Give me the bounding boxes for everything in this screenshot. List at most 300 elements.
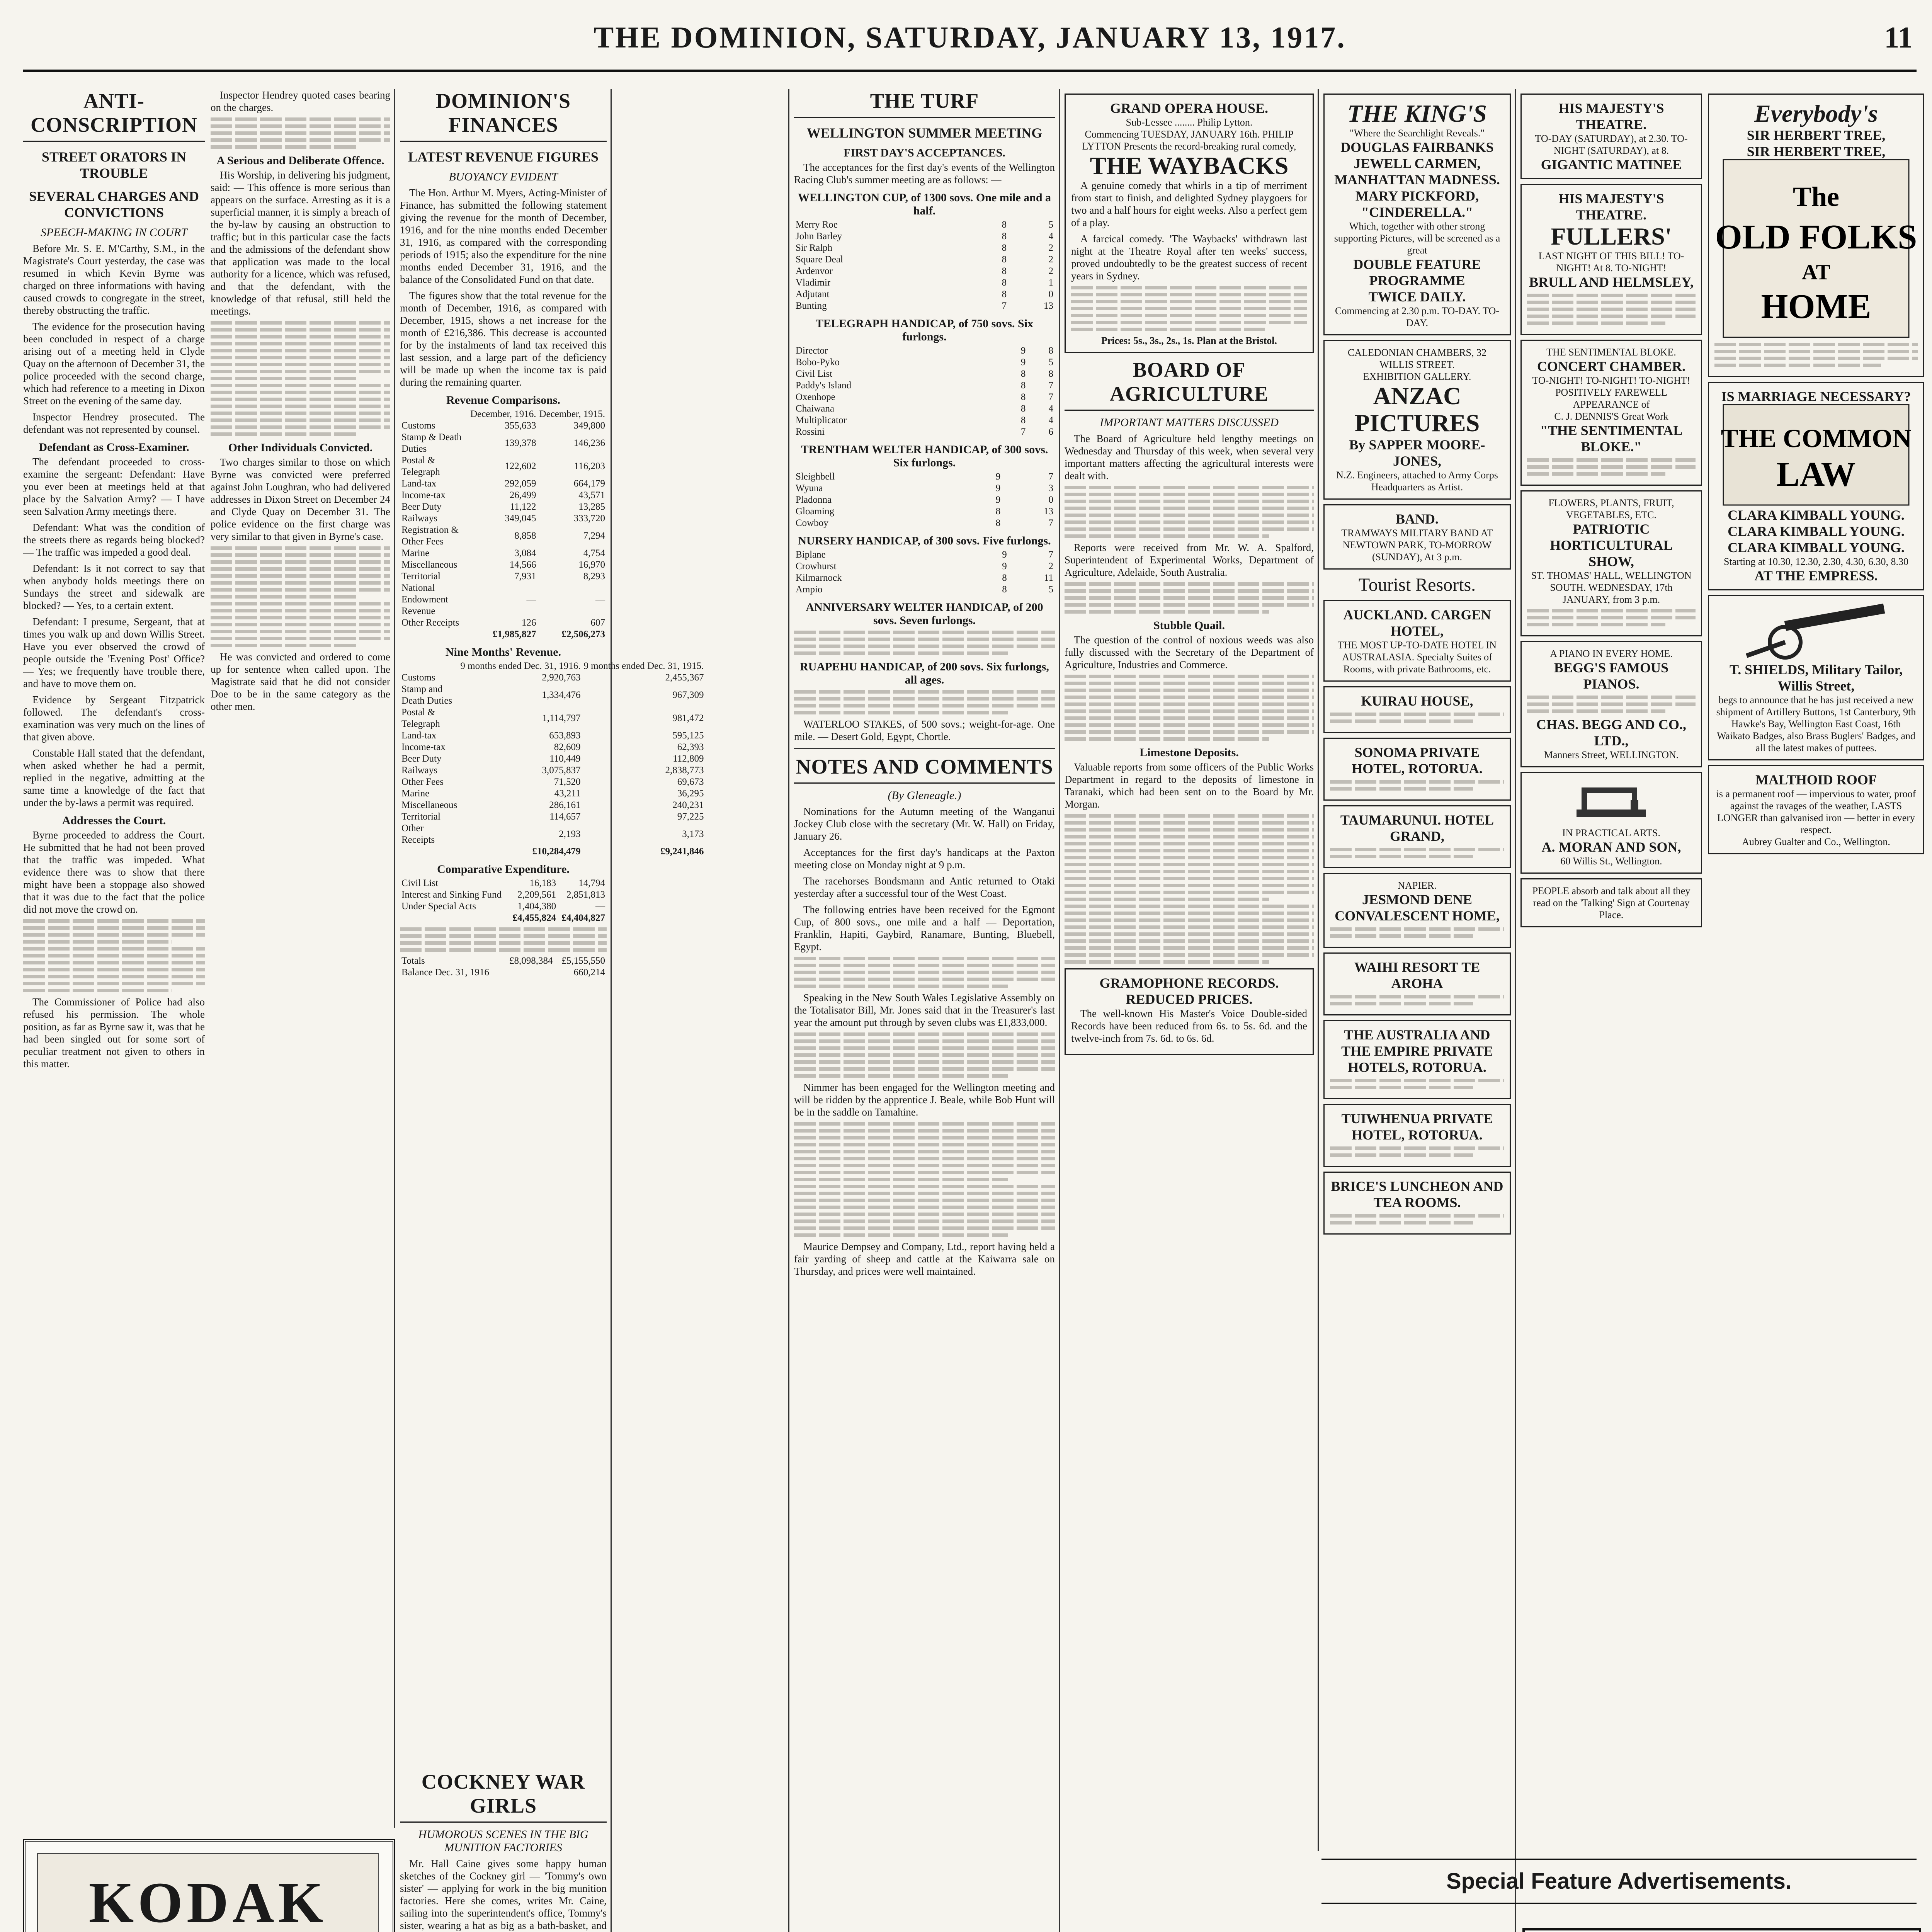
table-cell: 9 xyxy=(995,471,1001,482)
advert-title: BRICE'S LUNCHEON AND TEA ROOMS. xyxy=(1331,1179,1503,1210)
table-row xyxy=(400,548,607,559)
table-row xyxy=(400,455,607,478)
advert-title: T. SHIELDS, Military Tailor, Willis Street, xyxy=(1729,662,1903,694)
race-table xyxy=(794,345,1055,438)
table-row xyxy=(794,231,1055,242)
article-paragraph: Valuable reports from some officers of the Public Works Department in regard to the deposits of limestone in Taranaki, which had been sent on to the Board by Mr. Morgan. xyxy=(1065,761,1314,810)
table-cell: National Endowment Revenue xyxy=(401,583,448,616)
advert-title: CONCERT CHAMBER. xyxy=(1537,359,1686,374)
table-cell: 8,293 xyxy=(583,571,605,582)
advert-text: A genuine comedy that whirls in a tip of merriment from start to finish, and delighted Sydney playgoers for two and a half hours for eight weeks. Also a perfect gem of a play. xyxy=(1071,180,1307,228)
table-cell: Crowhurst xyxy=(796,561,837,571)
table-cell: Oxenhope xyxy=(796,392,835,402)
table-cell: Pladonna xyxy=(796,495,832,505)
article-paragraph: Acceptances for the first day's handicaps at the Paxton meeting close on Monday night at 9 p.m. xyxy=(794,847,1055,871)
table-cell: 607 xyxy=(590,617,605,628)
table-cell: Sir Ralph xyxy=(796,243,833,253)
australia-empire-hotels-advert xyxy=(1323,1020,1511,1099)
article-paragraph: Evidence by Sergeant Fitzpatrick followed. The defendant's cross-examination was very much on the lines of that given above. xyxy=(23,694,205,743)
table-cell: 110,449 xyxy=(549,753,581,764)
table-cell: 1,334,476 xyxy=(542,690,581,700)
table-cell: 5 xyxy=(1048,219,1053,230)
article-paragraph: Defendant: I presume, Sergeant, that at times you walk up and down Willis Street. Have you ever observed the crowd of people outside the 'Evening Post' Office? — Yes; we frequently have trouble there, and have to move them on. xyxy=(23,616,205,689)
article-paragraph: The acceptances for the first day's events of the Wellington Racing Club's summer meeting are as follows: — xyxy=(794,162,1055,185)
advert-text: "Where the Searchlight Reveals." xyxy=(1350,128,1485,139)
table-row xyxy=(400,571,607,582)
table-cell: 2,838,773 xyxy=(665,765,704,776)
table-cell: 8 xyxy=(1002,219,1007,230)
article-paragraph: The Board of Agriculture held lengthy meetings on Wednesday and Thursday of this week, when several very important matters affecting the agricultural interests were dealt with. xyxy=(1065,433,1314,481)
race-title: NURSERY HANDICAP, of 300 sovs. Five furlongs. xyxy=(798,534,1051,547)
race-title: TELEGRAPH HANDICAP, of 750 sovs. Six furlongs. xyxy=(815,317,1034,343)
advert-title: BAND. xyxy=(1395,511,1439,527)
table-cell: 82,609 xyxy=(554,742,581,752)
table-row xyxy=(794,403,1055,415)
nine-months-table xyxy=(400,660,706,857)
gramophone-advert xyxy=(1065,968,1314,1055)
table-cell: Bobo-Pyko xyxy=(796,357,840,367)
table-cell: Other Receipts xyxy=(401,617,459,628)
article-crosshead: Stubble Quail. xyxy=(1153,619,1225,632)
article-heading: ANTI-CONSCRIPTION xyxy=(23,89,205,142)
article-subheading: BUOYANCY EVIDENT xyxy=(449,170,558,183)
table-row xyxy=(794,357,1055,368)
advert-star: MARY PICKFORD, xyxy=(1355,188,1479,204)
table-cell: Stamp & Death Duties xyxy=(401,432,462,454)
table-cell: 2 xyxy=(1048,243,1053,253)
finances-article xyxy=(400,89,704,1851)
table-cell: 8 xyxy=(1020,380,1026,391)
table-cell: Other Receipts xyxy=(401,823,435,845)
article-crosshead: FIRST DAY'S ACCEPTANCES. xyxy=(844,146,1005,159)
race-title: TRENTHAM WELTER HANDICAP, of 300 sovs. Six furlongs. xyxy=(801,443,1048,469)
table-row xyxy=(400,765,706,776)
common-law-advert xyxy=(1708,382,1924,590)
table-cell: 122,602 xyxy=(505,461,536,471)
race-table xyxy=(794,219,1055,312)
table-row xyxy=(794,584,1055,595)
table-cell: Interest and Sinking Fund xyxy=(401,889,502,900)
table-cell: Land-tax xyxy=(401,478,437,489)
article-paragraph: Two charges similar to those on which Byrne was convicted were preferred against John Loughran, who had delivered addresses in Dixon Street on December 24 and Clyde Quay on December 31. The police evidence on the first charge was very similar to that given in Byrne's case. xyxy=(211,456,390,542)
table-cell: Railways xyxy=(401,513,438,524)
table-cell: 8 xyxy=(1002,254,1007,265)
table-cell: 6 xyxy=(1048,427,1053,437)
advert-text: Which, together with other strong supporting Pictures, will be screened as a great xyxy=(1334,221,1500,256)
advert-text: The well-known His Master's Voice Double-sided Records have been reduced from 6s. to 5s. 6d. and the twelve-inch from 7s. 6d. to 6s. 6d. xyxy=(1071,1008,1307,1044)
advert-text: TO-DAY (SATURDAY), at 2.30. TO-NIGHT (SATURDAY), at 8. xyxy=(1535,133,1688,156)
kodak-illustration xyxy=(37,1853,379,1932)
table-cell: Biplane xyxy=(796,549,826,560)
advert-film: "CINDERELLA." xyxy=(1361,204,1473,220)
table-cell: Multiplicator xyxy=(796,415,847,425)
table-cell: Territorial xyxy=(401,571,440,582)
table-total-row xyxy=(400,629,607,640)
table-header: 9 months ended Dec. 31, 1916. xyxy=(460,661,581,671)
table-cell: 43,571 xyxy=(578,490,605,500)
table-cell: 126 xyxy=(522,617,536,628)
table-cell: 2 xyxy=(1048,561,1053,571)
table-row xyxy=(794,391,1055,403)
article-paragraph: Speaking in the New South Wales Legislative Assembly on the Totalisator Bill, Mr. Jones said that in the Treasurer's last year the amount put through by seven clubs was £1,833,000. xyxy=(794,992,1055,1028)
table-cell: Director xyxy=(796,345,828,356)
advert-text: 60 Willis St., Wellington. xyxy=(1560,855,1662,867)
svg-text:HOME: HOME xyxy=(1761,287,1871,326)
advert-text: TO-NIGHT! TO-NIGHT! TO-NIGHT! xyxy=(1532,375,1690,386)
article-paragraph: Defendant: Is it not correct to say that when anybody holds meetings there on Sundays the street and sidewalk are blocked? — Yes, to a certain extent. xyxy=(23,563,205,611)
table-cell: 114,657 xyxy=(549,811,581,822)
table-row xyxy=(400,799,706,811)
article-paragraph: The Hon. Arthur M. Myers, Acting-Minister of Finance, has submitted the following statement giving the revenue for the month of December, 1916, and for the nine months ended December 31, 1916, as compared with the corresponding periods of 1915; also the expenditure for the nine months ended December 31, 1916, and the balance of the Consolidated Fund on that date. xyxy=(400,187,607,285)
advert-text: A farcical comedy. 'The Waybacks' withdrawn last night at the Theatre Royal after ten weeks' success, proved undoubtedly to be the greatest success of recent years in Sydney. xyxy=(1071,233,1307,282)
table-cell: 8 xyxy=(1020,392,1026,402)
table-row xyxy=(794,254,1055,265)
table-row xyxy=(794,219,1055,231)
table-row xyxy=(794,368,1055,380)
table-cell: 8 xyxy=(1002,243,1007,253)
table-cell: 4 xyxy=(1048,231,1053,242)
advert-text: CALEDONIAN CHAMBERS, 32 WILLIS STREET. xyxy=(1348,347,1486,370)
table-cell: Beer Duty xyxy=(401,502,442,512)
table-row xyxy=(794,415,1055,426)
table-cell: 139,378 xyxy=(505,438,536,448)
advert-text: By SAPPER MOORE-JONES, xyxy=(1349,437,1485,469)
advert-text: ST. THOMAS' HALL, WELLINGTON SOUTH. WEDNESDAY, 17th JANUARY, from 3 p.m. xyxy=(1531,570,1692,605)
article-byline: (By Gleneagle.) xyxy=(888,789,961,802)
expenditure-table xyxy=(400,878,607,924)
table-row xyxy=(794,483,1055,494)
table-cell: 8 xyxy=(995,518,1001,528)
article-paragraph: The evidence for the prosecution having been concluded in respect of a charge arising out of a meeting held in Clyde Quay on the afternoon of December 31, the police proceeded with the second charge, which had reference to a meeting in Dixon Street on the evening of the same day. xyxy=(23,321,205,406)
table-cell: 3,075,837 xyxy=(542,765,581,776)
advert-text: A PIANO IN EVERY HOME. xyxy=(1550,648,1673,659)
table-cell: Marine xyxy=(401,548,430,558)
table-row xyxy=(794,561,1055,572)
article-heading: DOMINION'S FINANCES xyxy=(400,89,607,142)
table-cell: 8 xyxy=(1002,289,1007,299)
his-majestys-advert xyxy=(1520,94,1702,179)
advert-title: HIS MAJESTY'S THEATRE. xyxy=(1558,100,1664,132)
advert-title: Everybody's xyxy=(1754,100,1878,127)
table-cell: 9 xyxy=(1020,357,1026,367)
column-rule xyxy=(788,89,789,1932)
advert-star: CLARA KIMBALL YOUNG. xyxy=(1728,524,1905,539)
special-feature-banner: Special Feature Advertisements. xyxy=(1321,1859,1917,1904)
table-cell: 9 xyxy=(1002,561,1007,571)
advert-text: begs to announce that he has just received a new shipment of Artillery Buttons, 1st Canterbury, 9th Hawke's Bay, Wellington East Coast, 16th Waikato Badges, also Brass Buglers' Badges, and all the latest makes of puttees. xyxy=(1716,694,1916,753)
talking-sign-advert xyxy=(1520,878,1702,927)
child-with-camera-illustration xyxy=(38,1854,378,1932)
table-cell: 2,455,367 xyxy=(665,672,704,683)
table-cell: 2,920,763 xyxy=(542,672,581,683)
advert-text: Commencing TUESDAY, JANUARY 16th. PHILIP LYTTON Presents the record-breaking rural comedy, xyxy=(1082,129,1296,152)
svg-text:AT: AT xyxy=(1802,260,1830,284)
table-row xyxy=(400,742,706,753)
cargen-hotel-advert xyxy=(1323,600,1511,682)
table-row xyxy=(400,513,607,524)
turf-article xyxy=(794,89,1055,1932)
race-title: WELLINGTON CUP, of 1300 sovs. One mile and a half. xyxy=(798,191,1051,217)
table-cell: 5 xyxy=(1048,357,1053,367)
advert-title: SONOMA PRIVATE HOTEL, ROTORUA. xyxy=(1352,745,1483,776)
column-rule xyxy=(1318,89,1319,1851)
advert-title: JESMOND DENE CONVALESCENT HOME, xyxy=(1335,892,1500,923)
advert-text: Sub-Lessee ........ Philip Lytton. xyxy=(1126,117,1253,128)
table-cell: 240,231 xyxy=(672,800,704,810)
table-cell: Marine xyxy=(401,788,430,799)
article-paragraph: Before Mr. S. E. M'Carthy, S.M., in the Magistrate's Court yesterday, the case was resumed in which Kevin Byrne was charged on three informations with having caused crowds to congregate in the street, thereby obstructing the traffic. xyxy=(23,243,205,316)
table-total-row xyxy=(400,846,706,857)
sonoma-hotel-advert xyxy=(1323,738,1511,801)
advert-title: MALTHOID ROOF xyxy=(1755,772,1877,787)
sewing-machine-icon xyxy=(1569,779,1654,825)
table-cell: 653,893 xyxy=(549,730,581,741)
anzac-pictures-advert xyxy=(1323,340,1511,500)
article-heading: THE TURF xyxy=(794,89,1055,118)
table-row xyxy=(400,730,706,742)
jesmond-dene-advert xyxy=(1323,873,1511,948)
advert-text: Starting at 10.30, 12.30, 2.30, 4.30, 6.30, 8.30 xyxy=(1723,556,1909,567)
advert-star: JEWELL CARMEN, xyxy=(1354,156,1481,171)
table-cell: 349,800 xyxy=(573,420,605,431)
table-cell: 116,203 xyxy=(574,461,605,471)
table-row xyxy=(794,300,1055,312)
table-cell: Cowboy xyxy=(796,518,828,528)
amusements-column-4 xyxy=(1708,89,1924,1851)
table-cell: 7,931 xyxy=(514,571,536,582)
advert-text: TWICE DAILY. xyxy=(1368,289,1466,304)
table-cell: 3,084 xyxy=(514,548,536,558)
table-title: Revenue Comparisons. xyxy=(446,394,560,406)
article-subheading: WELLINGTON SUMMER MEETING xyxy=(806,125,1043,141)
table-title: Comparative Expenditure. xyxy=(437,863,570,876)
table-cell: John Barley xyxy=(796,231,842,242)
table-cell: 2,209,561 xyxy=(517,889,556,900)
old-folks-poster-illustration xyxy=(1715,160,1917,337)
table-cell: 97,225 xyxy=(677,811,704,822)
amusements-column-2 xyxy=(1323,89,1511,1851)
svg-text:LAW: LAW xyxy=(1776,455,1856,493)
table-cell: 62,393 xyxy=(677,742,704,752)
article-subheading: HUMOROUS SCENES IN THE BIG MUNITION FACTORIES xyxy=(418,1828,588,1854)
table-row xyxy=(400,524,607,548)
race-table xyxy=(794,471,1055,529)
advert-text: BRULL AND HELMSLEY, xyxy=(1529,274,1694,290)
brices-luncheon-advert xyxy=(1323,1172,1511,1235)
anti-conscription-article-part1 xyxy=(23,89,205,1820)
table-cell: — xyxy=(595,901,605,912)
table-cell: Income-tax xyxy=(401,490,446,500)
advert-text: LAST NIGHT OF THIS BILL! TO-NIGHT! At 8. TO-NIGHT! xyxy=(1538,250,1684,274)
table-cell: 349,045 xyxy=(505,513,536,524)
revenue-table xyxy=(400,408,607,640)
table-cell: £4,404,827 xyxy=(561,913,605,923)
table-row xyxy=(400,490,607,501)
table-cell: 13 xyxy=(1044,301,1053,311)
table-cell: 3 xyxy=(1048,483,1053,493)
advert-text: THE MOST UP-TO-DATE HOTEL IN AUSTRALASIA. Specialty Suites of Rooms, with private Bathrooms, etc. xyxy=(1337,639,1497,675)
table-cell: £2,506,273 xyxy=(561,629,605,639)
newspaper-title: THE DOMINION, SATURDAY, JANUARY 13, 1917. xyxy=(594,20,1346,54)
table-row xyxy=(400,788,706,799)
article-paragraph: Constable Hall stated that the defendant, when asked whether he had a permit, replied in the negative, admitting at the same time a knowledge of the fact that under the by-laws a permit was required. xyxy=(23,747,205,808)
table-header: December, 1915. xyxy=(539,409,605,419)
svg-text:OLD FOLKS: OLD FOLKS xyxy=(1715,218,1917,256)
table-row xyxy=(794,277,1055,289)
advert-text: THE SENTIMENTAL BLOKE. xyxy=(1546,347,1676,358)
advert-title: FULLERS' xyxy=(1551,223,1672,250)
advert-show-title: THE WAYBACKS xyxy=(1090,152,1289,179)
table-cell: Customs xyxy=(401,672,435,683)
advert-title: BEGG'S FAMOUS PIANOS. xyxy=(1554,660,1669,692)
begg-pianos-advert xyxy=(1520,641,1702,767)
table-title: Nine Months' Revenue. xyxy=(445,646,561,658)
table-row xyxy=(794,506,1055,517)
table-row xyxy=(400,684,706,707)
advert-text: Commencing at 2.30 p.m. TO-DAY. TO-DAY. xyxy=(1335,305,1499,328)
advert-text: SIR HERBERT TREE, xyxy=(1747,128,1886,143)
race-title: ANNIVERSARY WELTER HANDICAP, of 200 sovs. Seven furlongs. xyxy=(806,601,1043,627)
table-cell: 981,472 xyxy=(672,713,704,723)
advert-text: Manners Street, WELLINGTON. xyxy=(1544,749,1679,760)
table-cell: Paddy's Island xyxy=(796,380,852,391)
advert-text: POSITIVELY FAREWELL APPEARANCE of xyxy=(1555,387,1667,410)
kodak-headline: KODAK xyxy=(88,1871,327,1932)
table-row xyxy=(400,811,706,823)
svg-text:THE COMMON: THE COMMON xyxy=(1721,423,1912,453)
table-cell: Totals xyxy=(401,956,425,966)
table-cell: 8 xyxy=(1002,266,1007,276)
table-cell: Under Special Acts xyxy=(401,901,476,912)
table-cell: Territorial xyxy=(401,811,440,822)
table-cell: 43,211 xyxy=(554,788,581,799)
article-paragraph: The racehorses Bondsmann and Antic returned to Otaki yesterday after a successful tour of the West Coast. xyxy=(794,875,1055,899)
table-cell: 16,183 xyxy=(529,878,556,888)
table-cell: Stamp and Death Duties xyxy=(401,684,452,706)
table-cell: 292,059 xyxy=(505,478,536,489)
table-cell: 8 xyxy=(1002,231,1007,242)
advert-title: IS MARRIAGE NECESSARY? xyxy=(1721,389,1911,404)
table-cell: 0 xyxy=(1048,289,1053,299)
te-aroha-advert xyxy=(1323,952,1511,1015)
table-cell: Postal & Telegraph xyxy=(401,707,440,729)
table-cell: 9 xyxy=(1020,345,1026,356)
table-cell: Balance Dec. 31, 1916 xyxy=(401,967,490,978)
article-crosshead: Other Individuals Convicted. xyxy=(228,441,373,454)
table-cell: 16,970 xyxy=(578,560,605,570)
advert-title: THE KING'S xyxy=(1347,100,1487,127)
table-cell: Chaiwana xyxy=(796,403,834,414)
table-cell: 1,114,797 xyxy=(542,713,581,723)
table-cell: 7,294 xyxy=(583,531,605,541)
advert-text: AT THE EMPRESS. xyxy=(1754,568,1878,583)
table-cell: 7 xyxy=(1048,549,1053,560)
hotel-grand-advert xyxy=(1323,805,1511,868)
table-cell: 1 xyxy=(1048,277,1053,288)
advert-text: Aubrey Gualter and Co., Wellington. xyxy=(1742,836,1890,847)
table-cell: Wyuna xyxy=(796,483,823,493)
article-paragraph: Byrne proceeded to address the Court. He submitted that he had not been proved that the traffic was impeded. What evidence there was to show that there might have been a stoppage also showed that it was due to the fact that the police did not move the crowd on. xyxy=(23,829,205,915)
common-law-poster-illustration xyxy=(1721,405,1912,505)
table-total-row xyxy=(400,912,607,924)
table-row xyxy=(400,901,607,912)
table-cell: 595,125 xyxy=(672,730,704,741)
table-cell: Other Fees xyxy=(401,777,444,787)
table-cell: £5,155,550 xyxy=(561,956,605,966)
article-subheading: SEVERAL CHARGES AND CONVICTIONS xyxy=(29,189,199,220)
article-paragraph: Inspector Hendrey quoted cases bearing on the charges. xyxy=(211,89,390,113)
malthoid-advert xyxy=(1708,765,1924,854)
table-row xyxy=(794,517,1055,529)
table-cell: 8 xyxy=(1002,277,1007,288)
table-cell: 2,193 xyxy=(559,829,581,839)
table-row xyxy=(794,265,1055,277)
advert-title: GRAMOPHONE RECORDS. REDUCED PRICES. xyxy=(1099,975,1279,1007)
article-paragraph: The following entries have been received for the Egmont Cup, of 800 sovs., one mile and a half — Deportation, Franklin, Hapiti, Gaybird, Ranamare, Bunting, Bluebell, Egypt. xyxy=(794,904,1055,952)
advert-text: Prices: 5s., 3s., 2s., 1s. Plan at the Bristol. xyxy=(1101,335,1277,346)
amusements-column-1 xyxy=(1065,89,1314,1932)
table-cell: 7 xyxy=(1048,471,1053,482)
table-row xyxy=(400,617,607,629)
table-cell: 8 xyxy=(995,506,1001,517)
table-row xyxy=(400,823,706,846)
table-cell: 36,295 xyxy=(677,788,704,799)
advert-title: AUCKLAND. CARGEN HOTEL, xyxy=(1343,607,1491,639)
article-paragraph: Nimmer has been engaged for the Wellington meeting and will be ridden by the apprentice J. Beale, while Bob Hunt will be in the saddle on Tamahine. xyxy=(794,1082,1055,1118)
advert-title: TAUMARUNUI. HOTEL GRAND, xyxy=(1340,812,1494,844)
article-crosshead: Limestone Deposits. xyxy=(1139,746,1239,759)
table-cell: Miscellaneous xyxy=(401,800,457,810)
table-row xyxy=(400,432,607,455)
table-cell: 8 xyxy=(1048,369,1053,379)
table-cell: £4,455,824 xyxy=(512,913,556,923)
article-crosshead: Addresses the Court. xyxy=(62,814,166,827)
page-number: 11 xyxy=(1884,20,1913,54)
moran-advert xyxy=(1520,772,1702,874)
table-cell: 11 xyxy=(1044,573,1053,583)
table-cell: 11,122 xyxy=(510,502,536,512)
grand-opera-advert xyxy=(1065,94,1314,353)
article-paragraph: The defendant proceeded to cross-examine the sergeant: Defendant: Have you ever been at meetings held at that place by the Salvation Army? — I have seen Salvation Army meetings there. xyxy=(23,456,205,517)
table-cell: Postal & Telegraph xyxy=(401,455,440,477)
table-cell: Square Deal xyxy=(796,254,843,265)
table-cell: — xyxy=(526,594,536,605)
masthead xyxy=(23,12,1917,72)
article-subheading: STREET ORATORS IN TROUBLE xyxy=(41,149,187,181)
advert-star: CLARA KIMBALL YOUNG. xyxy=(1728,507,1905,523)
article-subheading: IMPORTANT MATTERS DISCUSSED xyxy=(1100,416,1279,429)
table-row xyxy=(794,549,1055,561)
article-heading: BOARD OF AGRICULTURE xyxy=(1065,358,1314,411)
article-paragraph: Defendant: What was the condition of the streets there as regards being blocked? — The traffic was impeded a good deal. xyxy=(23,522,205,558)
advert-star: DOUGLAS FAIRBANKS xyxy=(1340,139,1494,155)
concert-chamber-advert xyxy=(1520,340,1702,486)
article-paragraph: The question of the control of noxious weeds was also fully discussed with the Secretary of the Department of Agriculture, Industries and Commerce. xyxy=(1065,634,1314,670)
table-header: 9 months ended Dec. 31, 1915. xyxy=(583,661,704,671)
anti-conscription-article-part2 xyxy=(211,89,390,1820)
table-cell: 4 xyxy=(1048,403,1053,414)
table-cell: 4,754 xyxy=(583,548,605,558)
table-row xyxy=(794,572,1055,584)
article-heading: NOTES AND COMMENTS xyxy=(794,755,1055,784)
table-row xyxy=(794,289,1055,300)
table-row xyxy=(400,559,607,571)
advert-title: KUIRAU HOUSE, xyxy=(1361,693,1473,709)
advert-title: HIS MAJESTY'S THEATRE. xyxy=(1558,191,1664,223)
column-rule xyxy=(1515,89,1516,1932)
table-cell: £1,985,827 xyxy=(493,629,536,639)
table-cell: Sleighbell xyxy=(796,471,835,482)
